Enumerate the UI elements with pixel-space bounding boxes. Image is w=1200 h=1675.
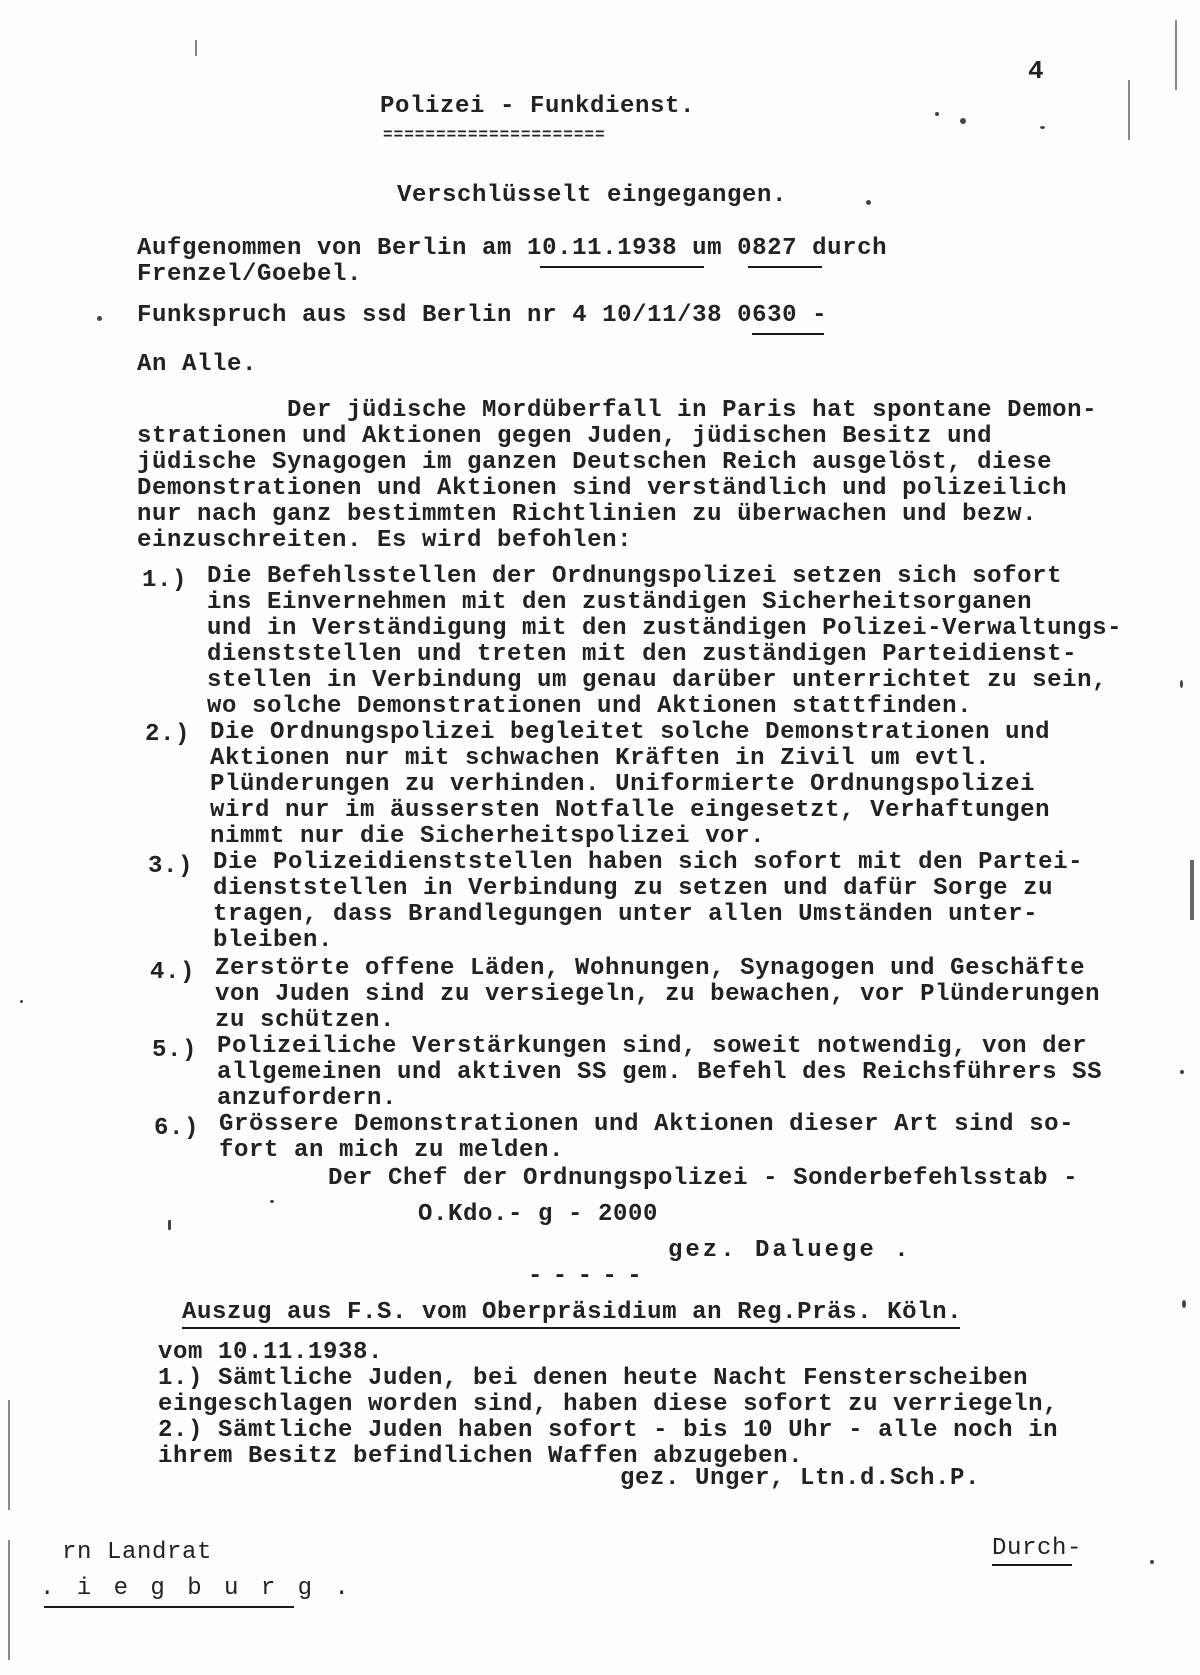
durch-note: Durch- [992,1535,1083,1562]
excerpt-heading-underline [182,1327,960,1329]
place-underline [44,1606,294,1608]
order-line: ins Einvernehmen mit den zuständigen Sicherheitsorganen [207,589,1033,616]
excerpt-line: 2.) Sämtliche Juden haben sofort - bis 10 Uhr - alle noch in [158,1417,1059,1444]
scan-edge-mark [1190,860,1194,920]
time-underline [748,266,822,268]
scan-speck [97,316,102,321]
excerpt-line: ihrem Besitz befindlichen Waffen abzugeben. [158,1443,804,1470]
order-line: Aktionen nur mit schwachen Kräften in Zivil um evtl. [210,745,991,772]
order-line: wird nur im äussersten Notfalle eingesetzt, Verhaftungen [210,797,1051,824]
scan-edge-mark [8,1400,10,1510]
order-line: zu schützen. [215,1007,396,1034]
date-underline [540,266,704,268]
order-line: Grössere Demonstrationen und Aktionen dieser Art sind so- [219,1111,1075,1138]
order-line: anzufordern. [217,1085,398,1112]
document-title: Polizei - Funkdienst. [380,93,696,120]
order-line: bleiben. [213,927,334,954]
page-number: 4 [1028,56,1045,86]
durch-underline [992,1564,1072,1566]
order-line: fort an mich zu melden. [219,1137,565,1164]
reception-line-1: Aufgenommen von Berlin am 10.11.1938 um 0827 durch [137,235,888,262]
scan-speck [1150,1560,1154,1564]
order-line: Plünderungen zu verhinden. Uniformierte Ordnungspolizei [210,771,1036,798]
scan-speck [1180,680,1183,688]
salutation: An Alle. [137,351,258,378]
intro-line: strationen und Aktionen gegen Juden, jüdischen Besitz und [137,423,993,450]
intro-line: Der jüdische Mordüberfall in Paris hat spontane Demon- [137,397,1098,424]
order-line: Die Polizeidienststellen haben sich sofort mit den Partei- [213,849,1084,876]
order-number: 1.) [142,567,188,594]
scan-speck [1180,1070,1184,1074]
order-line: Die Ordnungspolizei begleitet solche Demonstrationen und [210,719,1051,746]
order-line: nimmt nur die Sicherheitspolizei vor. [210,823,766,850]
reception-line-3: Funkspruch aus ssd Berlin nr 4 10/11/38 0630 - [137,302,828,329]
scan-edge-mark [8,1540,10,1660]
order-line: dienststellen und treten mit den zuständigen Parteidienst- [207,641,1078,668]
unger-signature: gez. Unger, Ltn.d.Sch.P. [620,1465,981,1492]
scan-speck [1182,1300,1186,1308]
order-line: stellen in Verbindung um genau darüber unterrichtet zu sein, [207,667,1108,694]
daluege-signature: gez. Daluege . [668,1237,912,1264]
order-line: allgemeinen und aktiven SS gem. Befehl des Reichsführers SS [217,1059,1103,1086]
title-underline: ===================== [383,126,606,144]
order-number: 2.) [145,721,191,748]
reference-line: O.Kdo.- g - 2000 [418,1201,659,1228]
order-line: von Juden sind zu versiegeln, zu bewachen, vor Plünderungen [215,981,1101,1008]
scan-edge-mark [1128,80,1130,140]
order-number: 3.) [148,853,194,880]
scan-edge-mark [195,40,197,56]
scan-speck [935,112,939,116]
excerpt-date: vom 10.11.1938. [158,1339,384,1366]
intro-line: einzuschreiten. Es wird befohlen: [137,527,633,554]
order-number: 5.) [152,1037,198,1064]
intro-line: nur nach ganz bestimmten Richtlinien zu überwachen und bezw. [137,501,1038,528]
scan-speck [960,118,966,124]
scan-speck [20,1000,23,1003]
order-line: wo solche Demonstrationen und Aktionen stattfinden. [207,693,973,720]
order-line: tragen, dass Brandlegungen unter allen Umständen unter- [213,901,1039,928]
order-line: dienststellen in Verbindung zu setzen und dafür Sorge zu [213,875,1054,902]
reception-line-2: Frenzel/Goebel. [137,261,363,288]
intro-line: jüdische Synagogen im ganzen Deutschen Reich ausgelöst, diese [137,449,1053,476]
sent-time-underline [752,333,824,335]
order-line: Polizeiliche Verstärkungen sind, soweit notwendig, von der [217,1033,1088,1060]
scan-speck [866,200,871,205]
scan-edge-mark [1175,20,1177,90]
order-number: 6.) [154,1115,200,1142]
order-number: 4.) [150,959,196,986]
sender-line: Der Chef der Ordnungspolizei - Sonderbefehlsstab - [328,1165,1079,1192]
excerpt-line: eingeschlagen worden sind, haben diese sofort zu verriegeln, [158,1391,1059,1418]
document-subtitle: Verschlüsselt eingegangen. [397,182,788,209]
excerpt-line: 1.) Sämtliche Juden, bei denen heute Nacht Fensterscheiben [158,1365,1029,1392]
excerpt-heading: Auszug aus F.S. vom Oberpräsidium an Reg.Präs. Köln. [182,1299,963,1326]
recipient-landrat: rn Landrat [62,1539,213,1566]
order-line: und in Verständigung mit den zuständigen Polizei-Verwaltungs- [207,615,1123,642]
intro-line: Demonstrationen und Aktionen sind verständlich und polizeilich [137,475,1068,502]
scan-speck [1040,126,1045,129]
order-line: Die Befehlsstellen der Ordnungspolizei setzen sich sofort [207,563,1063,590]
place-name: . i e g b u r g . [40,1575,353,1602]
scan-speck [168,1220,171,1230]
scan-speck [270,1200,274,1203]
order-line: Zerstörte offene Läden, Wohnungen, Synagogen und Geschäfte [215,955,1086,982]
section-divider: - - - - - [528,1263,640,1290]
